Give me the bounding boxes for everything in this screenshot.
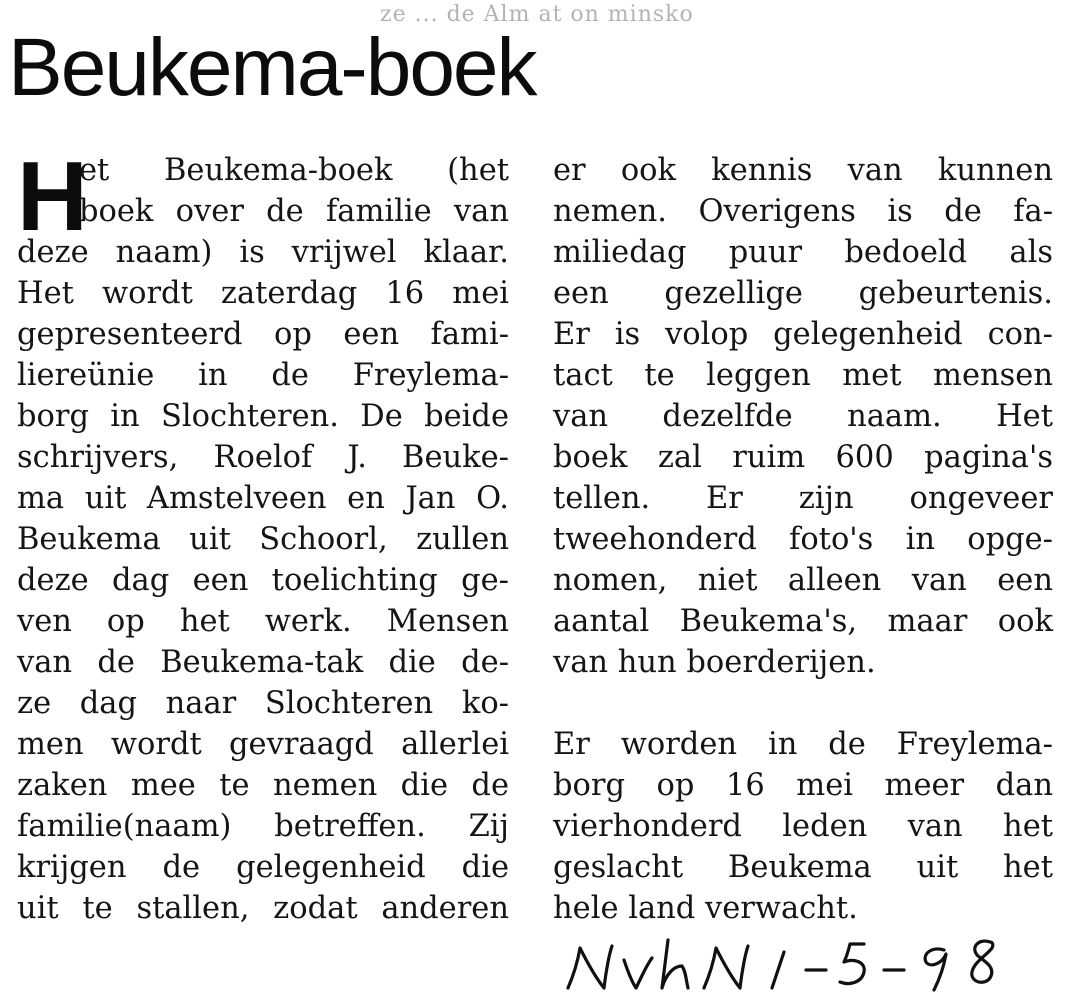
article-line: vierhonderd leden van het — [553, 809, 1053, 844]
article-line: Beukema uit Schoorl, zullen — [17, 522, 509, 557]
article-line: borg op 16 mei meer dan — [553, 768, 1053, 803]
article-left-column — [17, 141, 509, 929]
article-line: van dezelfde naam. Het — [553, 399, 1053, 434]
article-line: deze naam) is vrijwel klaar. — [17, 235, 509, 270]
article-line: miliedag puur bedoeld als — [553, 235, 1053, 270]
article-line: men wordt gevraagd allerlei — [17, 727, 509, 762]
article-line: liereünie in de Freylema- — [17, 358, 509, 393]
top-strip-bleed-text: ze ... de Alm at on minsko — [380, 2, 694, 27]
article-line: borg in Slochteren. De beide — [17, 399, 509, 434]
handwritten-note-drawing — [560, 930, 1060, 998]
article-line: geslacht Beukema uit het — [553, 850, 1053, 885]
article-line: van de Beukema-tak die de- — [17, 645, 509, 680]
article-line: boek over de familie van — [79, 194, 509, 229]
article-line: uit te stallen, zodat anderen — [17, 891, 509, 926]
article-line: Er is volop gelegenheid con- — [553, 317, 1053, 352]
article-line: aantal Beukema's, maar ook — [553, 604, 1053, 639]
article-line: ze dag naar Slochteren ko- — [17, 686, 509, 721]
article-line: et Beukema-boek (het — [79, 153, 509, 188]
headline: Beukema-boek — [8, 22, 536, 113]
article-line: Het wordt zaterdag 16 mei — [17, 276, 509, 311]
article-line: krijgen de gelegenheid die — [17, 850, 509, 885]
handwritten-source-note — [560, 930, 1060, 998]
article-line: tweehonderd foto's in opge- — [553, 522, 1053, 557]
article-line: deze dag een toelichting ge- — [17, 563, 509, 598]
article-line: van hun boerderijen. — [553, 645, 876, 680]
article-right-column — [553, 150, 1053, 929]
article-line: schrijvers, Roelof J. Beuke- — [17, 440, 509, 475]
article-line: gepresenteerd op een fami- — [17, 317, 509, 352]
article-line: Er worden in de Freylema- — [553, 727, 1053, 762]
article-line: ma uit Amstelveen en Jan O. — [17, 481, 509, 516]
paragraph-gap — [553, 683, 1053, 724]
article-line: zaken mee te nemen die de — [17, 768, 509, 803]
article-line: er ook kennis van kunnen — [553, 153, 1053, 188]
drop-cap: H — [17, 141, 88, 251]
article-line: hele land verwacht. — [553, 891, 858, 926]
article-line: familie(naam) betreffen. Zij — [17, 809, 509, 844]
article-line: nemen. Overigens is de fa- — [553, 194, 1053, 229]
article-line: tellen. Er zijn ongeveer — [553, 481, 1053, 516]
article-line: tact te leggen met mensen — [553, 358, 1053, 393]
article-line: nomen, niet alleen van een — [553, 563, 1053, 598]
article-line: een gezellige gebeurtenis. — [553, 276, 1053, 311]
article-line: boek zal ruim 600 pagina's — [553, 440, 1053, 475]
article-line: ven op het werk. Mensen — [17, 604, 509, 639]
